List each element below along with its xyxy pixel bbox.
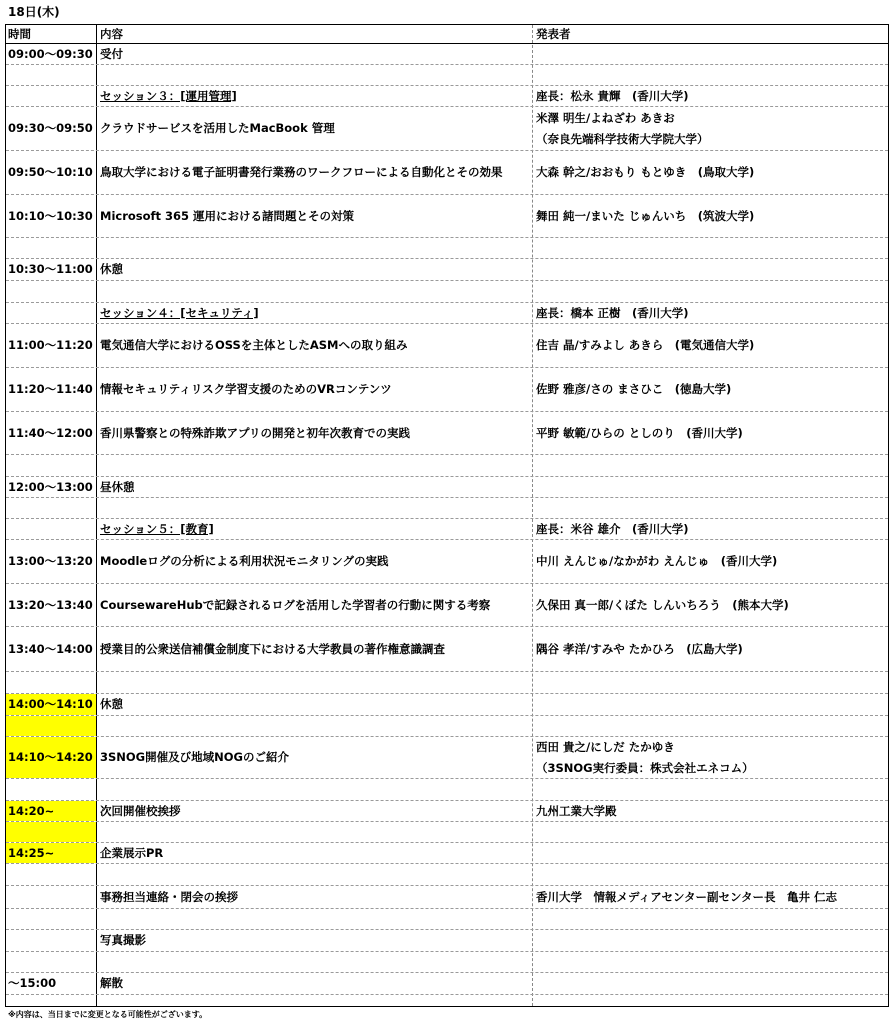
content-text: 解散 [100,976,123,990]
time-cell: ～15:00 [8,976,57,990]
presenter-name: 座長：橋本 正樹 (香川大学) [536,305,689,320]
presenter-cell [533,737,888,778]
table-row [6,281,888,303]
table-row [6,477,888,498]
content-text: 情報セキュリティリスク学習支援のためのVRコンテンツ [100,382,392,396]
content-cell [97,477,532,497]
presenter-cell [533,303,888,323]
content-cell [97,822,532,842]
time-cell: 14:10～14:20 [6,737,96,778]
time-cell: 09:50～10:10 [8,165,93,179]
table-row [6,973,888,995]
time-cell [6,886,96,908]
presenter-cell [533,973,888,994]
presenter-cell [533,324,888,367]
content-cell [97,716,532,736]
presenter-cell [533,540,888,583]
content-text: 写真撮影 [100,933,146,947]
content-text: セッション３：[運用管理] [100,88,237,103]
content-cell [97,455,532,476]
time-cell [6,519,96,539]
content-text: CoursewareHubで記録されるログを活用した学習者の行動に関する考察 [100,597,491,612]
presenter-cell [533,151,888,194]
content-cell [97,498,532,518]
footnote: ※内容は、当日までに変更となる可能性がございます。 [8,1010,208,1019]
content-cell [97,779,532,800]
content-cell [97,737,532,778]
presenter-cell [533,995,888,1019]
time-cell [6,86,96,106]
time-cell: 11:00～11:20 [8,338,93,352]
presenter-cell [533,886,888,908]
time-cell: 13:00～13:20 [8,554,93,568]
presenter-name: 大森 幹之/おおもり もとゆき (鳥取大学) [536,165,755,179]
presenter-name: 香川大学 情報メディアセンター副センター長 亀井 仁志 [536,889,838,904]
presenter-cell [533,498,888,518]
content-text: Microsoft 365 運用における諸問題とその対策 [100,208,355,223]
content-cell [97,864,532,885]
time-cell: 13:40～14:00 [8,641,93,656]
table-row [6,86,888,107]
content-cell [97,672,532,693]
table-row [6,151,888,195]
presenter-cell [533,412,888,454]
time-cell: 09:30～09:50 [8,121,93,135]
presenter-cell [533,584,888,626]
content-text: 鳥取大学における電子証明書発行業務のワークフローによる自動化とその効果 [100,165,503,179]
content-text: 香川県警察との特殊詐欺アプリの開発と初年次教育での実践 [100,425,411,440]
header-content: 内容 [100,26,123,41]
table-row [6,627,888,672]
content-cell [97,65,532,85]
content-cell [97,195,532,237]
session-title-cell [97,86,532,106]
presenter-cell [533,930,888,951]
content-cell [97,412,532,454]
content-cell [97,238,532,258]
presenter-cell [533,44,888,64]
time-cell [6,672,96,693]
presenter-cell [533,822,888,842]
time-cell: 14:25~ [6,843,96,863]
table-row [6,779,888,801]
presenter-cell [533,368,888,411]
presenter-name: 住吉 晶/すみよし あきら (電気通信大学) [536,338,755,352]
presenter-cell [533,65,888,85]
table-row [6,498,888,519]
content-text: 昼休憩 [100,479,135,494]
content-cell [97,368,532,411]
time-cell [6,909,96,929]
content-text: 次回開催校挨拶 [100,803,181,818]
presenter-cell [533,694,888,715]
table-row [6,65,888,86]
content-cell [97,909,532,929]
time-cell [6,930,96,951]
presenter-name: 座長：松永 貴輝 (香川大学) [536,88,689,103]
table-row [6,540,888,584]
content-text: セッション５：[教育] [100,521,214,536]
content-text: 企業展示PR [100,845,164,860]
presenter-name: 久保田 真一郎/くぼた しんいちろう (熊本大学) [536,597,789,612]
content-text: 事務担当連絡・閉会の挨拶 [100,889,238,904]
table-row [6,694,888,716]
content-text: Moodleログの分析による利用状況モニタリングの実践 [100,554,389,568]
presenter-cell [533,627,888,671]
header-time: 時間 [8,26,31,41]
content-cell [97,540,532,583]
time-cell: 14:00～14:10 [6,694,96,715]
presenter-cell [533,455,888,476]
content-cell [97,151,532,194]
time-cell: 13:20～13:40 [8,597,93,612]
table-row [6,324,888,368]
presenter-cell [533,672,888,693]
content-cell [97,107,532,150]
table-row [6,238,888,259]
time-cell: 12:00～13:00 [8,479,93,494]
table-row [6,672,888,694]
time-cell [6,952,96,972]
presenter-cell [533,519,888,539]
table-row [6,843,888,864]
presenter-cell [533,801,888,821]
time-cell: 10:30～11:00 [8,262,93,276]
presenter-name: 舞田 純一/まいた じゅんいち (筑波大学) [536,208,755,223]
day-title: 18日(木) [8,5,60,19]
time-cell [6,864,96,885]
table-row [6,930,888,952]
time-cell [6,779,96,800]
presenter-affiliation: （3SNOG実行委員：株式会社エネコム） [536,760,754,775]
session-title-cell [97,303,532,323]
presenter-cell [533,864,888,885]
presenter-affiliation: （奈良先端科学技術大学院大学） [536,131,709,146]
content-cell [97,44,532,64]
presenter-cell [533,843,888,863]
time-cell: 14:20~ [6,801,96,821]
table-header-row [6,25,888,44]
content-cell [97,886,532,908]
time-cell: 10:10～10:30 [8,208,93,223]
presenter-cell [533,195,888,237]
presenter-cell [533,86,888,106]
table-row [6,455,888,477]
table-row [6,107,888,151]
presenter-name: 平野 敏範/ひらの としのり (香川大学) [536,425,743,440]
content-cell [97,584,532,626]
content-cell [97,973,532,994]
presenter-name: 西田 貴之/にしだ たかゆき [536,739,675,754]
time-cell: 11:20～11:40 [8,382,93,396]
presenter-cell [533,107,888,150]
schedule-table [5,24,889,1007]
presenter-cell [533,477,888,497]
content-text: 休憩 [100,697,123,711]
presenter-name: 米澤 明生/よねざわ あきお [536,110,675,125]
presenter-cell [533,281,888,302]
table-row [6,716,888,737]
content-cell [97,281,532,302]
table-row [6,368,888,412]
presenter-cell [533,716,888,736]
content-text: セッション４：[セキュリティ] [100,305,259,320]
time-cell [6,716,96,736]
content-cell [97,801,532,821]
presenter-cell [533,259,888,280]
table-row [6,519,888,540]
table-row [6,737,888,779]
time-cell [6,822,96,842]
table-row [6,412,888,455]
header-presenter: 発表者 [536,26,571,41]
time-cell [6,303,96,323]
table-row [6,259,888,281]
table-row [6,864,888,886]
content-text: 休憩 [100,262,123,276]
time-cell: 11:40～12:00 [8,425,93,440]
time-cell [6,281,96,302]
presenter-name: 座長：米谷 雄介 (香川大学) [536,521,689,536]
table-row [6,909,888,930]
content-text: クラウドサービスを活用したMacBook 管理 [100,121,335,135]
presenter-name: 佐野 雅彦/さの まさひこ (徳島大学) [536,382,732,396]
table-row [6,886,888,909]
table-row [6,44,888,65]
content-cell [97,930,532,951]
content-cell [97,324,532,367]
session-title-cell [97,519,532,539]
time-cell [6,455,96,476]
presenter-cell [533,779,888,800]
content-cell [97,259,532,280]
content-cell [97,694,532,715]
presenter-cell [533,952,888,972]
content-text: 受付 [100,46,123,61]
content-text: 電気通信大学におけるOSSを主体としたASMへの取り組み [100,338,408,352]
table-row [6,822,888,843]
content-cell [97,952,532,972]
time-cell: 09:00～09:30 [8,46,93,61]
time-cell [6,238,96,258]
table-row [6,584,888,627]
time-cell [6,65,96,85]
content-cell [97,627,532,671]
content-cell [97,843,532,863]
time-cell [6,498,96,518]
presenter-name: 九州工業大学殿 [536,803,617,818]
presenter-cell [533,238,888,258]
presenter-name: 隅谷 孝洋/すみや たかひろ (広島大学) [536,641,743,656]
table-row [6,952,888,973]
presenter-cell [533,909,888,929]
content-text: 3SNOG開催及び地域NOGのご紹介 [100,750,289,764]
table-row [6,195,888,238]
table-row [6,801,888,822]
table-row [6,303,888,324]
presenter-name: 中川 えんじゅ/なかがわ えんじゅ (香川大学) [536,554,778,568]
content-text: 授業目的公衆送信補償金制度下における大学教員の著作権意識調査 [100,641,445,656]
